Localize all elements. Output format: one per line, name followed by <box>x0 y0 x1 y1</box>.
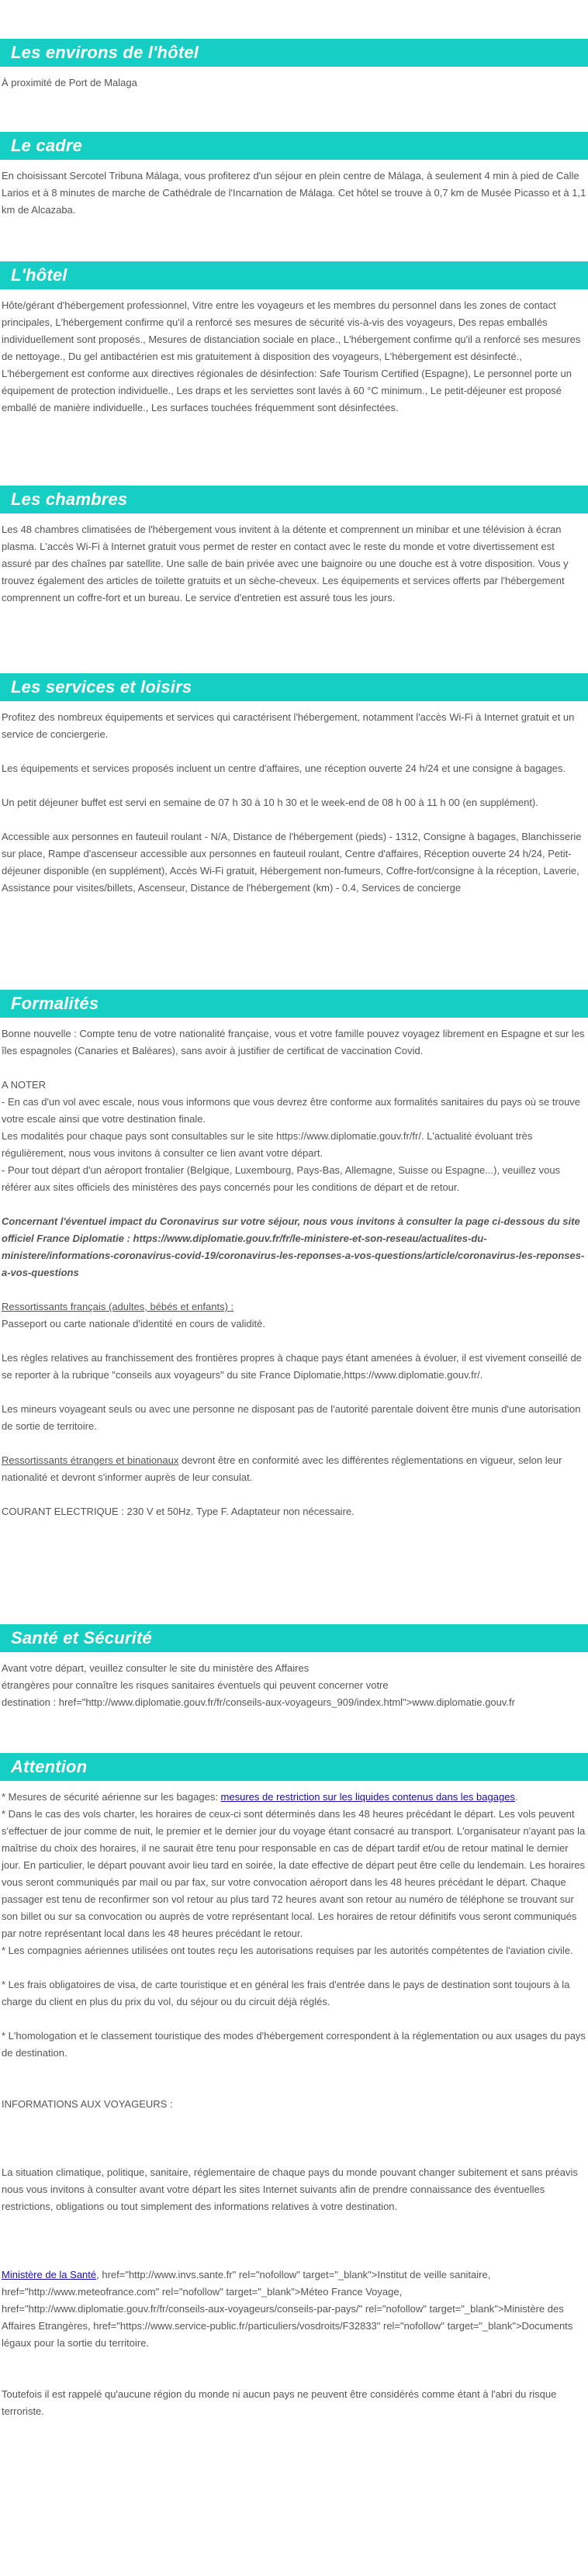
attention-p3: * Les compagnies aériennes utilisées ont toutes reçu les autorisations requises par les autorités compétentes de l'aviation civile. <box>2 1945 573 1956</box>
regles-text: Les règles relatives au franchissement des frontières propres à chaque pays étant amenées à évoluer, il est vivement conseillé de se reporter à la rubrique "conseils aux voyageurs" du site France Diplomatie,https://www.diplomatie.gouv.fr/. <box>2 1352 582 1381</box>
sante-l3: destination : href="http://www.diplomatie.gouv.fr/fr/conseils-aux-voyageurs_909/index.html">www.diplomatie.gouv.fr <box>2 1696 515 1708</box>
cadre-text: En choisissant Sercotel Tribuna Málaga, vous profiterez d'un séjour en plein centre de Málaga, à seulement 4 min à pied de Calle Larios et à 8 minutes de marche de Cathédrale de l'Incarnation de Málaga. Cet hôtel se trouve à 0,7 km de Musée Picasso et à 1,1 km de Alcazaba. <box>2 170 586 216</box>
etrangers-paragraph <box>2 1452 586 1486</box>
courant-text: COURANT ELECTRIQUE : 230 V et 50Hz. Type F. Adaptateur non nécessaire. <box>2 1506 355 1517</box>
situation-2: nous vous invitons à consulter avant votre départ les sites Internet suivants afin de prendre connaissance des éventuelles restrictions, obligations ou tout simplement des informations relatives à votre destination. <box>2 2184 545 2212</box>
info-voyageurs-title: INFORMATIONS AUX VOYAGEURS : <box>2 2098 173 2110</box>
section-title-formalites: Formalités <box>0 990 588 1018</box>
services-p2: Les équipements et services proposés incluent un centre d'affaires, une réception ouverte 24 h/24 et une consigne à bagages. <box>2 762 566 774</box>
section-title-hotel: L'hôtel <box>0 261 588 289</box>
section-chambres <box>0 486 588 607</box>
section-environs <box>0 39 588 92</box>
section-title-chambres: Les chambres <box>0 486 588 513</box>
ressortissants-fr-text: Passeport ou carte nationale d'identité en cours de validité. <box>2 1318 265 1329</box>
services-p4: Accessible aux personnes en fauteuil roulant - N/A, Distance de l'hébergement (pieds) - 1312, Consigne à bagages, Blanchisserie sur place, Rampe d'ascenseur accessible aux personnes en fauteuil roulant, Centre d'affaires, Réception ouverte 24 h/24, Petit-déjeuner disponible (en supplément), Accès Wi-Fi gratuit, Hébergement non-fumeurs, Coffre-fort/consigne à la réception, Laverie, Assistance pour visites/billets, Ascenseur, Distance de l'hébergement (km) - 0.4, Services de concierge <box>2 831 582 894</box>
etrangers-title: Ressortissants étrangers et binationaux <box>2 1454 179 1466</box>
noter-2: Les modalités pour chaque pays sont consultables sur le site https://www.diplomatie.gouv.fr/fr/. L'actualité évoluant très régulièrement, nous vous invitons à consulter ce lien avant votre départ. <box>2 1130 533 1159</box>
section-title-cadre: Le cadre <box>0 132 588 160</box>
section-hotel <box>0 261 588 417</box>
noter-3: - Pour tout départ d'un aéroport frontalier (Belgique, Luxembourg, Pays-Bas, Allemagne, Suisse ou Espagne...), veuillez vous référer aux sites officiels des ministères des pays concernés pour les conditions de départ et de retour. <box>2 1164 561 1193</box>
etrangers-text: devront être en conformité avec les différentes réglementations en vigueur, selon leur nationalité et devront s'informer auprès de leur consulat. <box>2 1454 562 1483</box>
section-title-services: Les services et loisirs <box>0 673 588 701</box>
ministere-sante-link[interactable]: Ministère de la Santé <box>2 2269 97 2280</box>
ressortissants-fr-title: Ressortissants français (adultes, bébés et enfants) : <box>2 1301 234 1312</box>
section-title-attention: Attention <box>0 1753 588 1781</box>
attention-p1 <box>2 1789 586 1806</box>
attention-p1-prefix: * Mesures de sécurité aérienne sur les bagages: <box>2 1791 221 1803</box>
section-attention <box>0 1753 588 2420</box>
situation-1: La situation climatique, politique, sanitaire, réglementaire de chaque pays du monde pouvant changer subitement et sans préavis <box>2 2166 578 2178</box>
chambres-text: Les 48 chambres climatisées de l'hébergement vous invitent à la détente et comprennent un minibar et une télévision à écran plasma. L'accès Wi-Fi à Internet gratuit vous permet de rester en contact avec le reste du monde et votre divertissement est assuré par des chaînes par satellite. Une salle de bain privée avec une baignoire ou une douche est à votre disposition. Vous y trouvez également des articles de toilette gratuits et un sèche-cheveux. Les équipements et services offerts par l'hébergement comprennent un coffre-fort et un bureau. Le service d'entretien est assuré tous les jours. <box>2 524 569 603</box>
section-title-environs: Les environs de l'hôtel <box>0 39 588 67</box>
coronavirus-note: Concernant l'éventuel impact du Coronavirus sur votre séjour, nous vous invitons à consulter la page ci-dessous du site officiel France Diplomatie : https://www.diplomatie.gouv.fr/fr/le-ministere-et-son-reseau/actualites-du-ministere/informations-coronavirus-covid-19/coronavirus-les-reponses-a-vos-questions/article/coronavirus-les-reponses-a-vos-questions <box>2 1215 585 1278</box>
sante-l2: étrangères pour connaître les risques sanitaires éventuels qui peuvent concerner votre <box>2 1679 389 1691</box>
section-services <box>0 673 588 897</box>
services-p3: Un petit déjeuner buffet est servi en semaine de 07 h 30 à 10 h 30 et le week-end de 08 h 00 à 11 h 00 (en supplément). <box>2 797 538 808</box>
sante-l1: Avant votre départ, veuillez consulter le site du ministère des Affaires <box>2 1662 310 1674</box>
ministere-paragraph <box>2 2267 586 2352</box>
services-p1: Profitez des nombreux équipements et services qui caractérisent l'hébergement, notamment l'accès Wi-Fi à Internet gratuit et un service de conciergerie. <box>2 711 575 740</box>
attention-p4: * Les frais obligatoires de visa, de carte touristique et en général les frais d'entrée dans le pays de destination sont toujours à la charge du client en plus du prix du vol, du séjour ou du circuit déjà réglés. <box>2 1979 570 2007</box>
section-sante <box>0 1624 588 1711</box>
liquides-restriction-link[interactable]: mesures de restriction sur les liquides contenus dans les bagages <box>220 1791 515 1803</box>
toutefois-text: Toutefois il est rappelé qu'aucune région du monde ni aucun pays ne peuvent être considérés comme étant à l'abri du risque terroriste. <box>2 2388 557 2417</box>
attention-p2: * Dans le cas des vols charter, les horaires de ceux-ci sont déterminés dans les 48 heures précédant le départ. Les vols peuvent s'effectuer de jour comme de nuit, le premier et le dernier jour du voyage étant consacré au transport. L'organisateur n'ayant pas la maîtrise du choix des horaires, il ne saurait être tenu pour responsable en cas de départ tardif et/ou de retour matinal le dernier jour. En particulier, le départ pouvant avoir lieu tard en soirée, la date effective de départ peut être celle du lendemain. Les horaires vous seront communiqués par mail ou par fax, sur votre convocation aéroport dans les 48 heures précédant le départ. Chaque passager est tenu de reconfirmer son vol retour au plus tard 72 heures avant son retour au numéro de téléphone se trouvant sur son billet ou sur sa convocation ou auprès de votre représentant local. Les horaires de retour définitifs vous seront communiqués par notre représentant local dans les 48 heures précédant le retour. <box>2 1808 586 1939</box>
mineurs-text: Les mineurs voyageant seuls ou avec une personne ne disposant pas de l'autorité parentale doivent être munis d'une autorisation de sortie de territoire. <box>2 1403 581 1432</box>
section-formalites <box>0 990 588 1520</box>
hotel-text: Hôte/gérant d'hébergement professionnel, Vitre entre les voyageurs et les membres du personnel dans les zones de contact principales, L'hébergement confirme qu'il a renforcé ses mesures de sécurité vis-à-vis des voyageurs, Des repas emballés individuellement sont proposés., Mesures de distanciation sociale en place., L'hébergement confirme qu'il a renforcé ses mesures de nettoyage., Du gel antibactérien est mis gratuitement à disposition des voyageurs, L'hébergement est désinfecté., L'hébergement est conforme aux directives régionales de désinfection: Safe Tourism Certified (Espagne), Le personnel porte un équipement de protection individuelle., Les draps et les serviettes sont lavés à 60 °C minimum., Le petit-déjeuner est proposé emballé de manière individuelle., Les surfaces touchées fréquemment sont désinfectées. <box>2 299 581 413</box>
noter-title: A NOTER <box>2 1079 47 1091</box>
section-cadre <box>0 132 588 219</box>
section-title-sante: Santé et Sécurité <box>0 1624 588 1652</box>
attention-p1-suffix: . <box>514 1791 518 1803</box>
attention-p5: * L'homologation et le classement touristique des modes d'hébergement correspondent à la réglementation ou aux usages du pays de destination. <box>2 2030 586 2059</box>
environs-text: À proximité de Port de Malaga <box>2 77 137 88</box>
ministere-rest: , href="http://www.invs.sante.fr" rel="nofollow" target="_blank">Institut de veille sanitaire, href="http://www.meteofrance.com" rel="nofollow" target="_blank">Méteo France Voyage, href="http://www.diplomatie.gouv.fr/fr/conseils-aux-voyageurs/conseils-par-pays/" rel="nofollow" target="_blank">Ministère des Affaires Etrangères, href="https://www.service-public.fr/particuliers/vosdroits/F32833" rel="nofollow" target="_blank">Documents légaux pour la sortie du territoire. <box>2 2269 573 2349</box>
noter-1: - En cas d'un vol avec escale, nous vous informons que vous devrez être conforme aux formalités sanitaires du pays où se trouve votre escale ainsi que votre destination finale. <box>2 1096 581 1125</box>
formalites-p1: Bonne nouvelle : Compte tenu de votre nationalité française, vous et votre famille pouvez voyagez librement en Espagne et sur les îles espagnoles (Canaries et Baléares), sans avoir à justifier de certificat de vaccination Covid. <box>2 1028 585 1056</box>
